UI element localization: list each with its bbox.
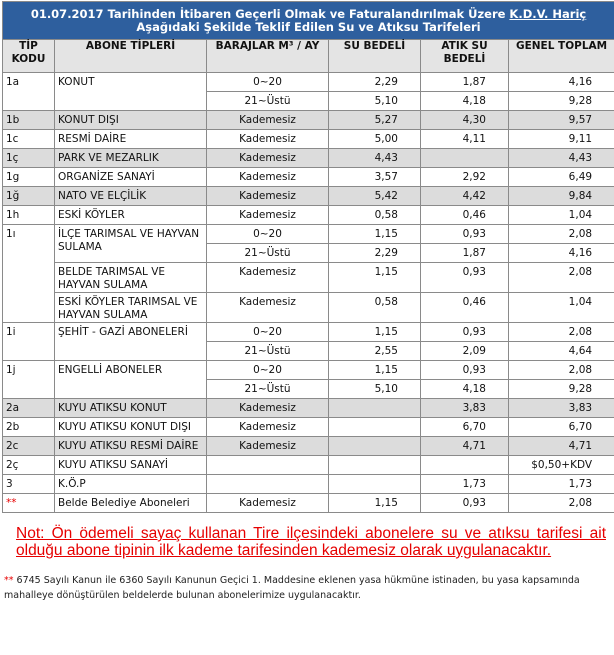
prepaid-meter-note: Not: Ön ödemeli sayaç kullanan Tire ilçesindeki abonelere su ve atıksu tarifesi ait olduğu abone tipinin ilk kademe tarifesinden kademesiz olarak uygulanacaktır.: [16, 525, 606, 559]
cell-waste: 4,71: [421, 437, 509, 456]
cell-dam: Kademesiz: [207, 111, 329, 130]
col-header-waste: ATIK SU BEDELİ: [421, 40, 509, 73]
cell-waste: [421, 456, 509, 475]
cell-subscriber-type: PARK VE MEZARLIK: [55, 149, 207, 168]
cell-water: 1,15: [329, 323, 421, 342]
footnote-marker: **: [4, 575, 14, 586]
cell-subscriber-type: KONUT DIŞI: [55, 111, 207, 130]
cell-water: 2,29: [329, 73, 421, 92]
cell-waste: 4,18: [421, 380, 509, 399]
cell-dam: 21~Üstü: [207, 342, 329, 361]
cell-water: 1,15: [329, 494, 421, 513]
table-title-banner: [3, 2, 614, 40]
cell-waste: 1,87: [421, 244, 509, 263]
cell-waste: 0,46: [421, 206, 509, 225]
cell-total: 2,08: [509, 263, 614, 293]
cell-water: [329, 456, 421, 475]
cell-waste: 0,93: [421, 263, 509, 293]
cell-total: $0,50+KDV: [509, 456, 614, 475]
cell-total: 4,16: [509, 244, 614, 263]
cell-subscriber-type: ŞEHİT - GAZİ ABONELERİ: [55, 323, 207, 361]
cell-waste: 0,93: [421, 361, 509, 380]
cell-subscriber-type: İLÇE TARIMSAL VE HAYVAN SULAMA: [55, 225, 207, 263]
cell-type-code: 1j: [3, 361, 55, 399]
cell-water: [329, 475, 421, 494]
cell-waste: [421, 149, 509, 168]
cell-waste: 4,11: [421, 130, 509, 149]
cell-subscriber-type: Belde Belediye Aboneleri: [55, 494, 207, 513]
cell-subscriber-type: NATO VE ELÇİLİK: [55, 187, 207, 206]
cell-total: 4,43: [509, 149, 614, 168]
table-row: [3, 73, 614, 92]
cell-subscriber-type: K.Ö.P: [55, 475, 207, 494]
cell-total: 1,73: [509, 475, 614, 494]
cell-total: 6,49: [509, 168, 614, 187]
table-row: [3, 225, 614, 244]
cell-waste: 0,46: [421, 293, 509, 323]
cell-dam: 0~20: [207, 361, 329, 380]
table-row: [3, 149, 614, 168]
cell-type-code: 1i: [3, 323, 55, 361]
cell-dam: Kademesiz: [207, 149, 329, 168]
cell-waste: 4,42: [421, 187, 509, 206]
cell-water: [329, 437, 421, 456]
cell-total: 9,84: [509, 187, 614, 206]
cell-total: 9,28: [509, 92, 614, 111]
table-row: [3, 323, 614, 342]
col-header-type: ABONE TİPLERİ: [55, 40, 207, 73]
cell-dam: 0~20: [207, 73, 329, 92]
cell-water: 2,29: [329, 244, 421, 263]
cell-subscriber-type: BELDE TARIMSAL VE HAYVAN SULAMA: [55, 263, 207, 293]
cell-dam: 0~20: [207, 323, 329, 342]
cell-dam: 0~20: [207, 225, 329, 244]
cell-waste: 4,30: [421, 111, 509, 130]
cell-water: 5,10: [329, 92, 421, 111]
cell-total: 1,04: [509, 206, 614, 225]
cell-type-code: 2a: [3, 399, 55, 418]
cell-dam: Kademesiz: [207, 437, 329, 456]
cell-waste: 0,93: [421, 323, 509, 342]
cell-water: 3,57: [329, 168, 421, 187]
cell-total: 4,16: [509, 73, 614, 92]
table-row: [3, 418, 614, 437]
cell-subscriber-type: KUYU ATIKSU KONUT DIŞI: [55, 418, 207, 437]
table-row: [3, 456, 614, 475]
cell-waste: 2,92: [421, 168, 509, 187]
cell-total: 9,57: [509, 111, 614, 130]
cell-total: 1,04: [509, 293, 614, 323]
cell-total: 4,71: [509, 437, 614, 456]
cell-total: 4,64: [509, 342, 614, 361]
cell-subscriber-type: KUYU ATIKSU SANAYİ: [55, 456, 207, 475]
footnote: [2, 573, 612, 603]
col-header-total: GENEL TOPLAM: [509, 40, 614, 73]
cell-total: 2,08: [509, 361, 614, 380]
cell-type-code: 2c: [3, 437, 55, 456]
cell-water: 5,00: [329, 130, 421, 149]
cell-type-code: 1ı: [3, 225, 55, 323]
table-row: [3, 263, 614, 293]
cell-total: 2,08: [509, 225, 614, 244]
cell-type-code: 2b: [3, 418, 55, 437]
cell-dam: Kademesiz: [207, 168, 329, 187]
table-row: [3, 206, 614, 225]
table-row: [3, 475, 614, 494]
cell-dam: Kademesiz: [207, 293, 329, 323]
cell-total: 9,28: [509, 380, 614, 399]
table-row: [3, 399, 614, 418]
cell-type-code: 2ç: [3, 456, 55, 475]
cell-type-code: 1ç: [3, 149, 55, 168]
cell-waste: 6,70: [421, 418, 509, 437]
table-row: [3, 187, 614, 206]
cell-dam: Kademesiz: [207, 418, 329, 437]
cell-dam: Kademesiz: [207, 206, 329, 225]
cell-type-code: 3: [3, 475, 55, 494]
banner-text-1: 01.07.2017 Tarihinden İtibaren Geçerli Olmak ve Faturalandırılmak Üzere: [30, 7, 510, 21]
cell-water: [329, 418, 421, 437]
cell-subscriber-type: ORGANİZE SANAYİ: [55, 168, 207, 187]
cell-dam: Kademesiz: [207, 399, 329, 418]
cell-subscriber-type: KUYU ATIKSU RESMİ DAİRE: [55, 437, 207, 456]
cell-water: 1,15: [329, 361, 421, 380]
banner-kdv-link[interactable]: K.D.V. Hariç: [509, 7, 587, 21]
cell-type-code: 1g: [3, 168, 55, 187]
cell-waste: 2,09: [421, 342, 509, 361]
table-header-row: [3, 40, 614, 73]
cell-total: 9,11: [509, 130, 614, 149]
cell-type-code: **: [3, 494, 55, 513]
cell-dam: Kademesiz: [207, 187, 329, 206]
cell-waste: 1,73: [421, 475, 509, 494]
cell-total: 2,08: [509, 494, 614, 513]
table-row: [3, 437, 614, 456]
cell-water: [329, 399, 421, 418]
cell-total: 2,08: [509, 323, 614, 342]
cell-subscriber-type: ESKİ KÖYLER TARIMSAL VE HAYVAN SULAMA: [55, 293, 207, 323]
cell-water: 0,58: [329, 293, 421, 323]
cell-water: 2,55: [329, 342, 421, 361]
cell-water: 5,10: [329, 380, 421, 399]
cell-subscriber-type: RESMİ DAİRE: [55, 130, 207, 149]
cell-type-code: 1ğ: [3, 187, 55, 206]
cell-total: 6,70: [509, 418, 614, 437]
cell-type-code: 1b: [3, 111, 55, 130]
cell-dam: [207, 456, 329, 475]
cell-waste: 0,93: [421, 494, 509, 513]
table-row: [3, 494, 614, 513]
cell-subscriber-type: ENGELLİ ABONELER: [55, 361, 207, 399]
cell-type-code: 1c: [3, 130, 55, 149]
col-header-water: SU BEDELİ: [329, 40, 421, 73]
table-row: [3, 293, 614, 323]
cell-waste: 3,83: [421, 399, 509, 418]
col-header-code: TİP KODU: [3, 40, 55, 73]
cell-subscriber-type: KONUT: [55, 73, 207, 111]
table-row: [3, 111, 614, 130]
cell-water: 5,42: [329, 187, 421, 206]
banner-text-2: Aşağıdaki Şekilde Teklif Edilen Su ve Atıksu Tarifeleri: [136, 20, 481, 34]
table-body: [3, 73, 614, 513]
table-row: [3, 130, 614, 149]
cell-type-code: 1a: [3, 73, 55, 111]
cell-dam: Kademesiz: [207, 263, 329, 293]
col-header-dam: BARAJLAR M³ / AY: [207, 40, 329, 73]
cell-total: 3,83: [509, 399, 614, 418]
cell-type-code: 1h: [3, 206, 55, 225]
cell-water: 1,15: [329, 263, 421, 293]
cell-subscriber-type: ESKİ KÖYLER: [55, 206, 207, 225]
cell-dam: 21~Üstü: [207, 380, 329, 399]
cell-water: 4,43: [329, 149, 421, 168]
cell-dam: [207, 475, 329, 494]
cell-water: 1,15: [329, 225, 421, 244]
cell-dam: Kademesiz: [207, 494, 329, 513]
footnote-text: 6745 Sayılı Kanun ile 6360 Sayılı Kanunun Geçici 1. Maddesine eklenen yasa hükmüne istinaden, bu yasa kapsamında mahalleye dönüştürülen beldelerde bulunan abonelerimize uygulanacaktır.: [4, 575, 580, 601]
cell-dam: Kademesiz: [207, 130, 329, 149]
cell-waste: 4,18: [421, 92, 509, 111]
cell-water: 0,58: [329, 206, 421, 225]
cell-subscriber-type: KUYU ATIKSU KONUT: [55, 399, 207, 418]
cell-water: 5,27: [329, 111, 421, 130]
tariff-table: [2, 1, 614, 513]
table-row: [3, 361, 614, 380]
table-row: [3, 168, 614, 187]
cell-waste: 0,93: [421, 225, 509, 244]
cell-dam: 21~Üstü: [207, 244, 329, 263]
cell-waste: 1,87: [421, 73, 509, 92]
cell-dam: 21~Üstü: [207, 92, 329, 111]
